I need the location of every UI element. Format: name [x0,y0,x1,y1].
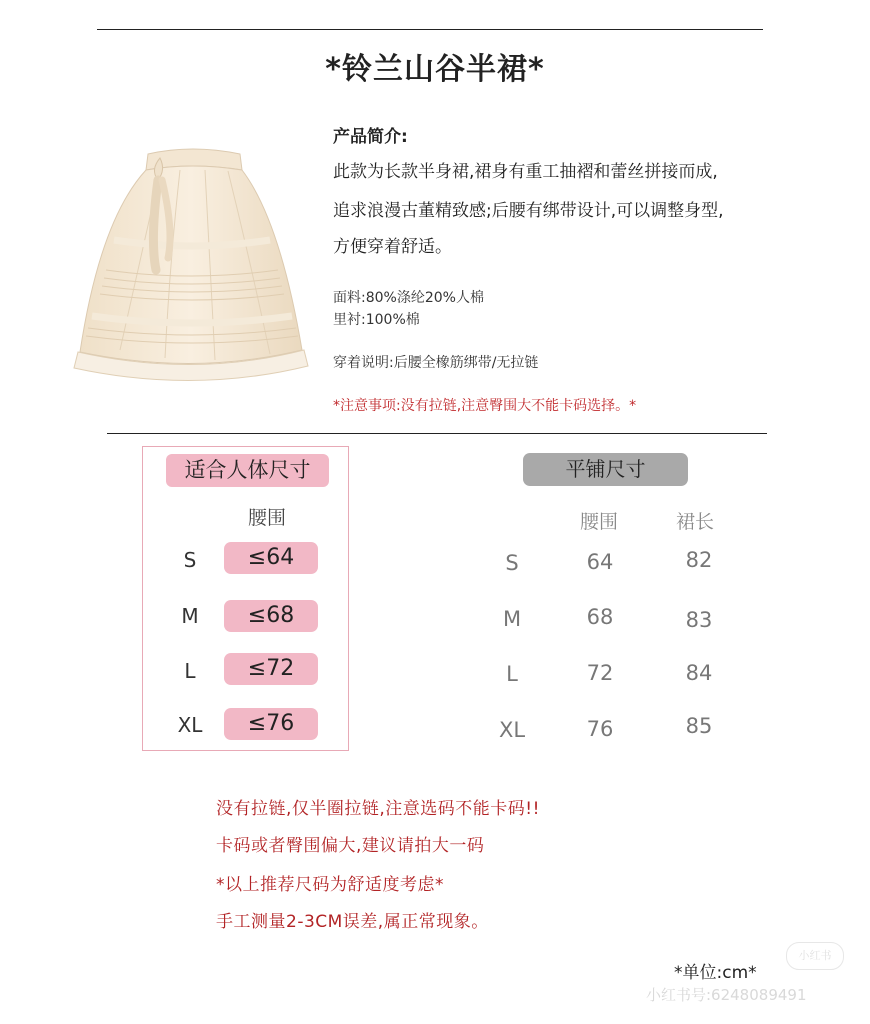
note-line: 卡码或者臀围偏大,建议请拍大一码 [216,836,485,856]
warning-note: *注意事项:没有拉链,注意臀围大不能卡码选择。* [333,398,637,414]
flat-size-label: L [506,662,518,686]
wearing-info: 穿着说明:后腰全橡筋绑带/无拉链 [333,355,539,371]
flat-size-label: M [502,607,522,631]
flat-size-length-value: 84 [685,661,713,685]
body-size-waist-value: ≤64 [224,542,318,574]
body-size-waist-value: ≤68 [224,600,318,632]
watermark-text: 小红书号:6248089491 [646,986,807,1004]
description-line: 追求浪漫古董精致感;后腰有绑带设计,可以调整身型, [333,201,724,221]
body-size-waist-header: 腰围 [248,507,287,529]
note-line: 没有拉链,仅半圈拉链,注意选码不能卡码!! [216,799,540,819]
flat-size-length-value: 83 [685,608,713,632]
fabric-info: 面料:80%涤纶20%人棉 [333,290,484,306]
flat-size-waist-value: 72 [586,661,614,685]
flat-size-waist-value: 64 [586,550,614,574]
flat-size-length-value: 82 [685,548,713,572]
body-size-label: S [183,548,197,572]
flat-size-header: 平铺尺寸 [523,453,688,486]
flat-size-length-value: 85 [685,714,713,738]
flat-size-waist-value: 76 [586,717,614,741]
body-size-label: XL [177,713,203,737]
description-line: 此款为长款半身裙,裙身有重工抽褶和蕾丝拼接而成, [333,162,718,182]
body-size-waist-value: ≤76 [224,708,318,740]
body-size-header: 适合人体尺寸 [166,454,329,487]
flat-size-waist-value: 68 [586,605,614,629]
flat-size-length-header: 裙长 [676,511,715,533]
body-size-panel [142,446,349,751]
middle-divider [107,433,767,434]
flat-size-label: XL [498,718,526,742]
lining-info: 里衬:100%棉 [333,312,420,328]
body-size-waist-value: ≤72 [224,653,318,685]
description-heading: 产品简介: [333,127,408,147]
watermark-logo: 小红书 [786,942,844,970]
skirt-image [70,140,315,410]
flat-size-label: S [505,551,519,575]
unit-label: *单位:cm* [674,963,757,983]
flat-size-waist-header: 腰围 [580,511,619,533]
note-line: 手工测量2-3CM误差,属正常现象。 [216,912,489,932]
note-line: *以上推荐尺码为舒适度考虑* [216,875,444,895]
description-line: 方便穿着舒适。 [333,237,452,257]
page-title: *铃兰山谷半裙* [325,52,545,87]
body-size-label: M [181,604,199,628]
top-divider [97,29,763,30]
body-size-label: L [184,659,196,683]
